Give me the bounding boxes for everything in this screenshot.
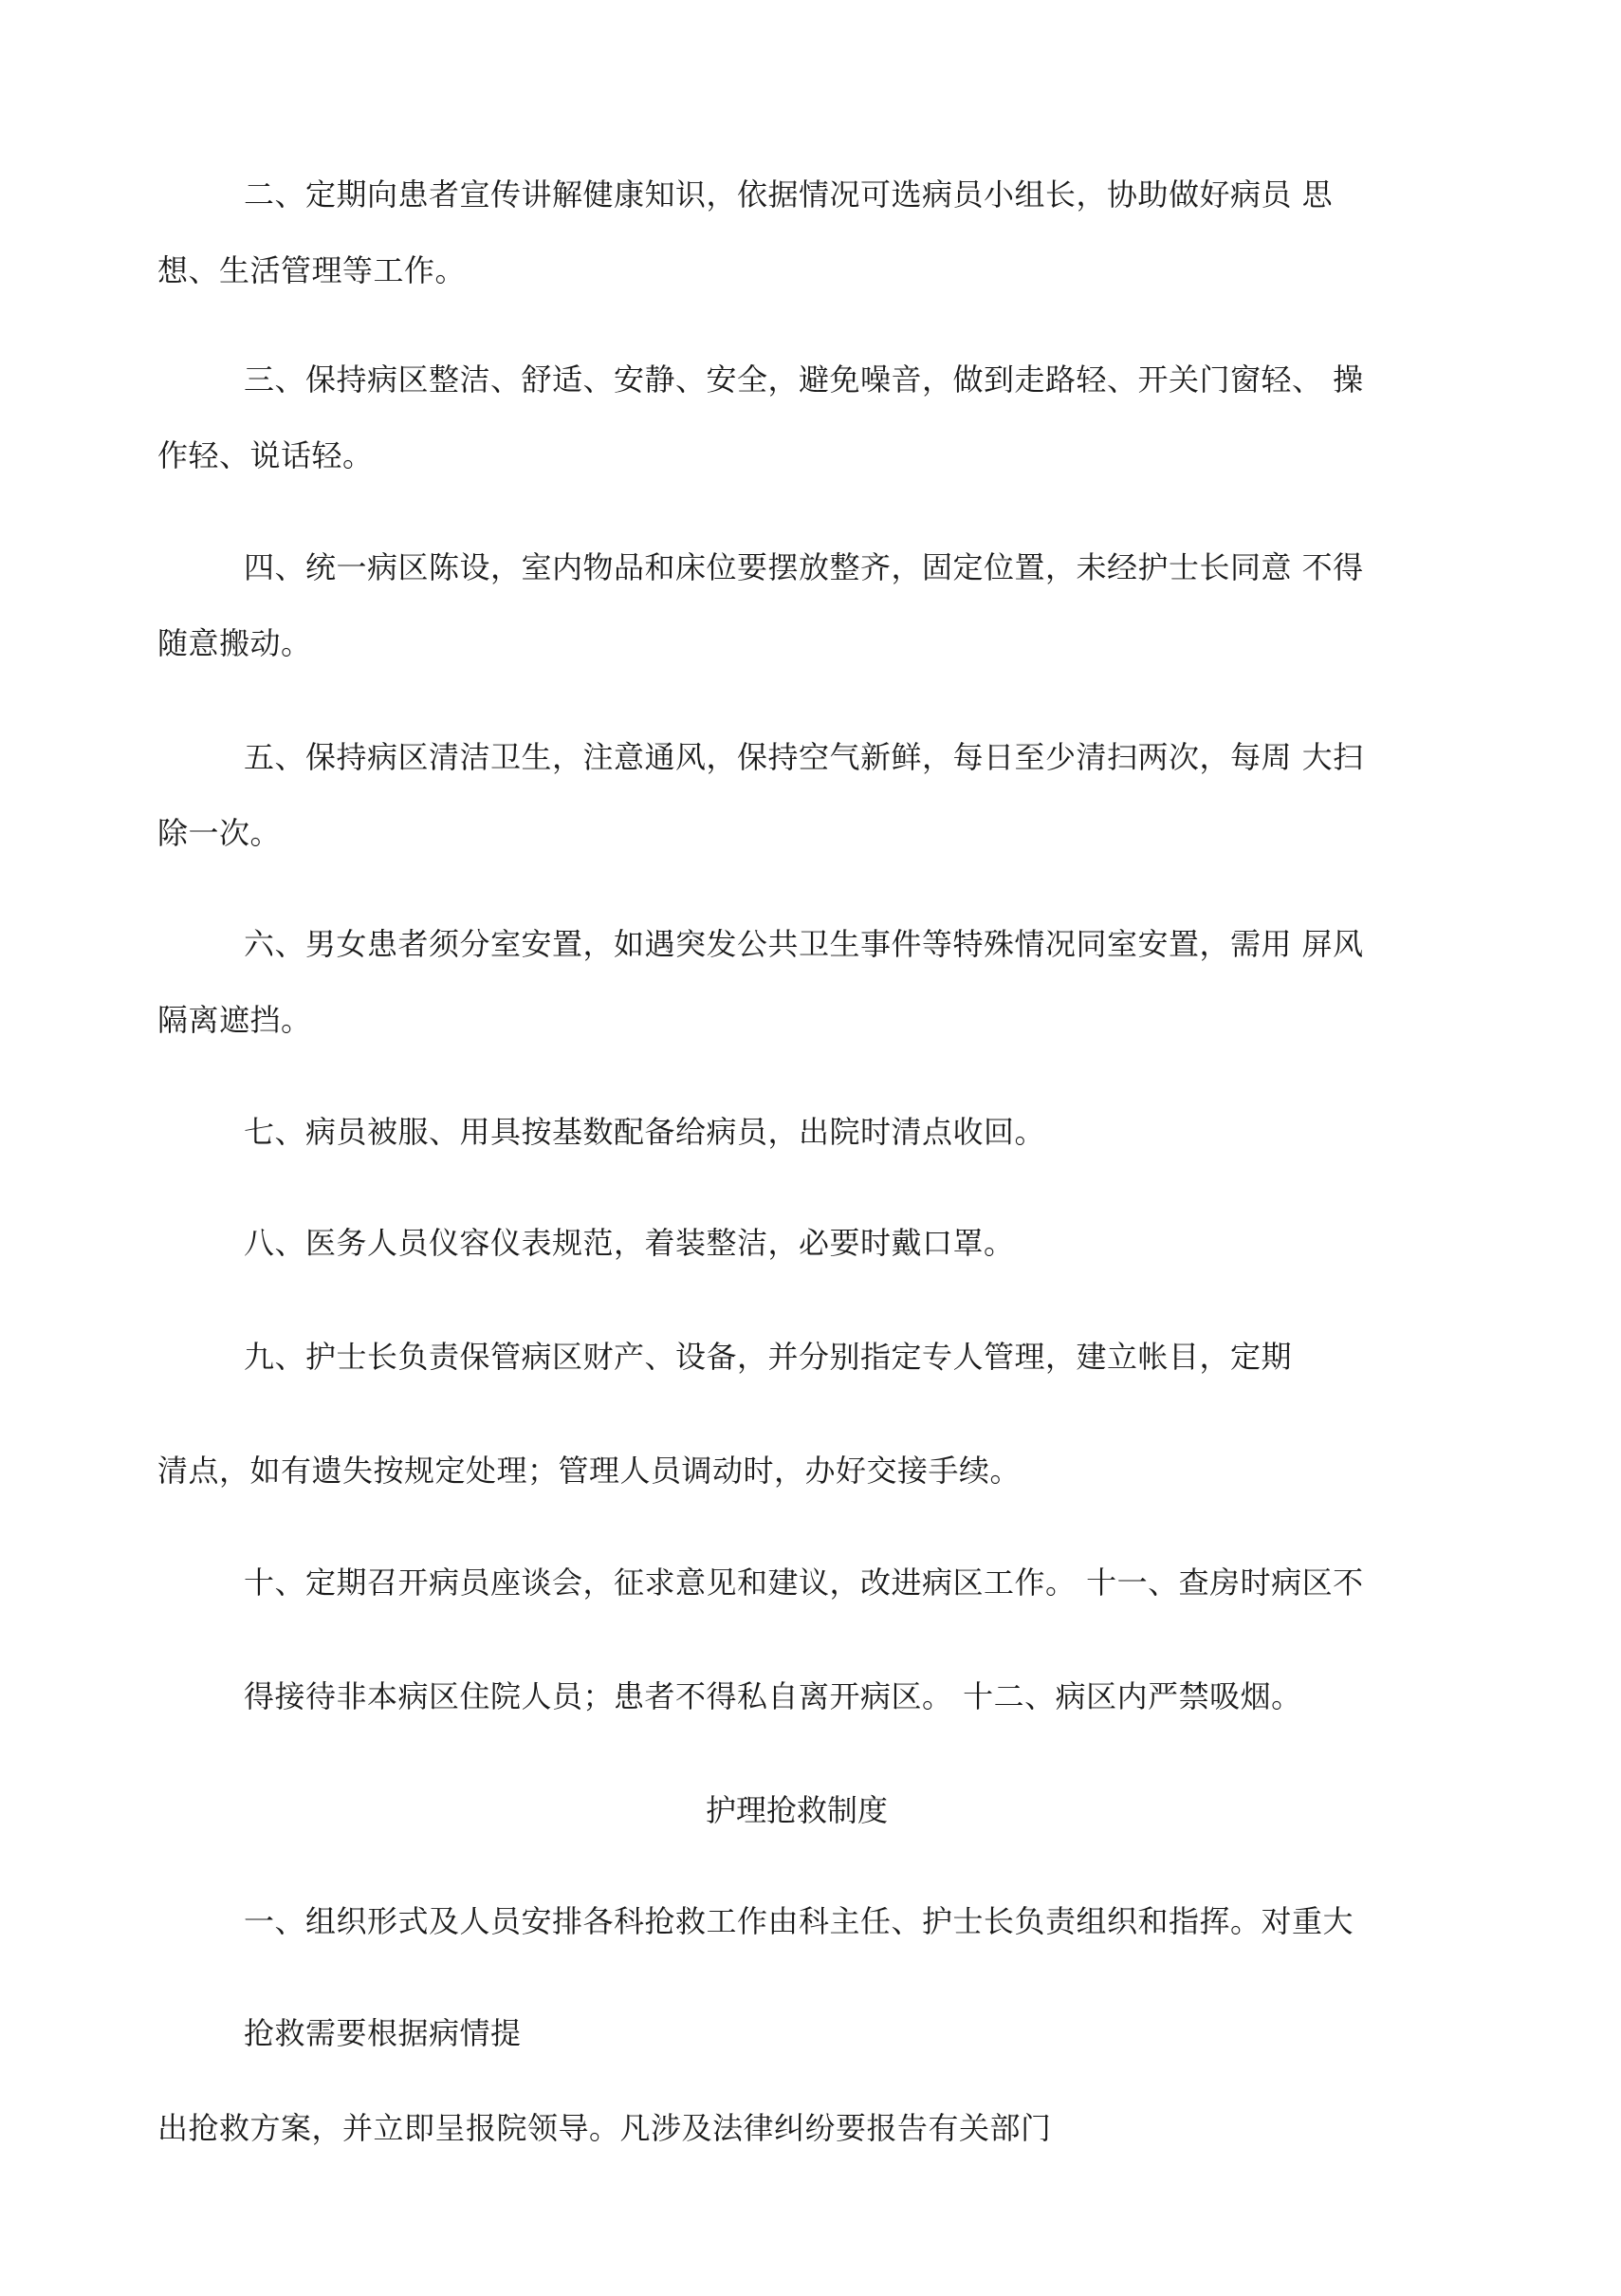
section-paragraph-1: 一、组织形式及人员安排各科抢救工作由科主任、护士长负责组织和指挥。对重大 — [244, 1903, 1354, 1939]
paragraph-7: 七、病员被服、用具按基数配备给病员，出院时清点收回。 — [244, 1114, 1046, 1150]
paragraph-5-line-1: 五、保持病区清洁卫生，注意通风，保持空气新鲜，每日至少清扫两次，每周 大扫 — [244, 739, 1364, 775]
paragraph-11: 得接待非本病区住院人员；患者不得私自离开病区。 十二、病区内严禁吸烟。 — [244, 1678, 1302, 1714]
paragraph-9: 九、护士长负责保管病区财产、设备，并分别指定专人管理，建立帐目，定期 — [244, 1339, 1293, 1375]
section-paragraph-2: 抢救需要根据病情提 — [244, 2015, 522, 2051]
paragraph-2-line-1: 二、定期向患者宣传讲解健康知识，依据情况可选病员小组长，协助做好病员 思 — [244, 176, 1334, 213]
paragraph-3-line-2: 作轻、说话轻。 — [157, 437, 374, 473]
paragraph-6-line-1: 六、男女患者须分室安置，如遇突发公共卫生事件等特殊情况同室安置，需用 屏风 — [244, 926, 1364, 962]
paragraph-4-line-1: 四、统一病区陈设，室内物品和床位要摆放整齐，固定位置，未经护士长同意 不得 — [244, 549, 1364, 585]
paragraph-4-line-2: 随意搬动。 — [157, 625, 312, 661]
paragraph-6-line-2: 隔离遮挡。 — [157, 1002, 312, 1038]
section-paragraph-3: 出抢救方案，并立即呈报院领导。凡涉及法律纠纷要报告有关部门 — [157, 2110, 1052, 2146]
paragraph-9-continued: 清点，如有遗失按规定处理；管理人员调动时，办好交接手续。 — [157, 1453, 1022, 1489]
paragraph-10: 十、定期召开病员座谈会，征求意见和建议，改进病区工作。 十一、查房时病区不 — [244, 1565, 1364, 1601]
paragraph-8: 八、医务人员仪容仪表规范，着装整洁，必要时戴口罩。 — [244, 1225, 1015, 1261]
section-title: 护理抢救制度 — [705, 1792, 888, 1828]
paragraph-5-line-2: 除一次。 — [157, 815, 282, 851]
paragraph-3-line-1: 三、保持病区整洁、舒适、安静、安全，避免噪音，做到走路轻、开关门窗轻、 操 — [244, 361, 1364, 398]
paragraph-2-line-2: 想、生活管理等工作。 — [157, 252, 467, 288]
